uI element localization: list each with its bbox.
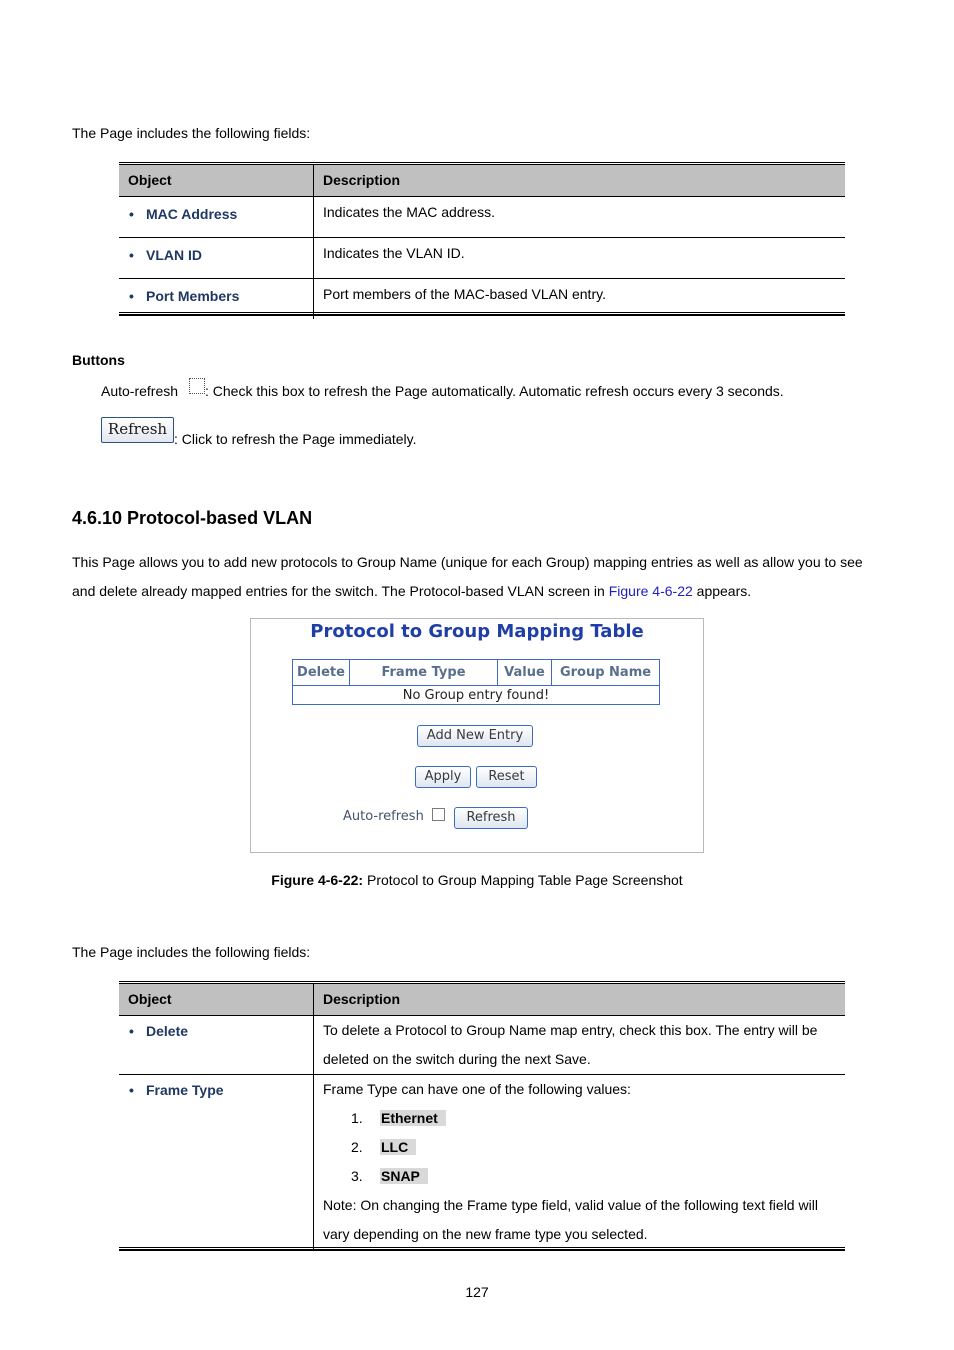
table-row — [119, 197, 845, 238]
column-header-delete: Delete — [293, 660, 350, 686]
object-description: Indicates the MAC address. — [314, 197, 846, 238]
description-line: Frame Type can have one of the following values: — [323, 1081, 631, 1097]
list-item — [323, 1133, 836, 1162]
table-row — [119, 1075, 845, 1252]
table-header-object: Object — [119, 164, 314, 197]
caption-text: Protocol to Group Mapping Table Page Screenshot — [363, 872, 683, 888]
column-header-frame-type: Frame Type — [350, 660, 498, 686]
autorefresh-label: Auto-refresh — [101, 383, 179, 399]
object-description — [314, 1075, 846, 1252]
figure-caption — [0, 872, 954, 888]
bullet-icon: • — [129, 1082, 134, 1098]
refresh-description: : Click to refresh the Page immediately. — [174, 431, 417, 447]
figure-screenshot — [250, 618, 704, 853]
frame-type-value: LLC — [380, 1139, 416, 1155]
list-number: 3. — [351, 1168, 363, 1184]
bullet-icon: • — [129, 1023, 134, 1039]
frame-type-value: Ethernet — [380, 1110, 446, 1126]
table-bottom-rule — [119, 312, 845, 316]
bullet-icon: • — [129, 247, 134, 263]
object-description: Indicates the VLAN ID. — [314, 238, 846, 279]
section-heading: 4.6.10 Protocol-based VLAN — [72, 508, 313, 528]
autorefresh-checkbox[interactable] — [189, 378, 205, 394]
paragraph-text: appears. — [692, 583, 752, 599]
table-header-description: Description — [314, 983, 846, 1016]
fields-table-2 — [119, 981, 845, 1251]
object-name: Frame Type — [146, 1082, 224, 1098]
bullet-icon: • — [129, 288, 134, 304]
description-line: vary depending on the new frame type you selected. — [323, 1226, 648, 1242]
page-number: 127 — [465, 1284, 489, 1300]
object-name: VLAN ID — [146, 247, 202, 263]
table-row — [119, 1016, 845, 1075]
figure-refresh-button[interactable]: Refresh — [454, 807, 528, 829]
object-name: Delete — [146, 1023, 189, 1039]
empty-table-message: No Group entry found! — [293, 686, 660, 705]
figure-link[interactable]: Figure 4-6-22 — [608, 583, 693, 599]
figure-autorefresh-checkbox[interactable] — [432, 808, 445, 821]
section-paragraph-line2 — [72, 582, 751, 600]
list-number: 2. — [351, 1139, 363, 1155]
object-name: Port Members — [146, 288, 240, 304]
list-item — [323, 1162, 836, 1191]
table-row — [119, 238, 845, 279]
mapping-table-title: Protocol to Group Mapping Table — [310, 621, 644, 642]
intro-text-1: The Page includes the following fields: — [72, 125, 311, 141]
list-item — [323, 1104, 836, 1133]
paragraph-text: and delete already mapped entries for the switch. The Protocol-based VLAN screen in — [72, 583, 609, 599]
object-name: MAC Address — [146, 206, 238, 222]
caption-label: Figure 4-6-22: — [271, 872, 364, 888]
table-header-object: Object — [119, 983, 314, 1016]
apply-button[interactable]: Apply — [415, 766, 471, 788]
column-header-group-name: Group Name — [552, 660, 660, 686]
description-line: Note: On changing the Frame type field, valid value of the following text field will — [323, 1197, 818, 1213]
reset-button[interactable]: Reset — [476, 766, 537, 788]
section-paragraph-line1: This Page allows you to add new protocols to Group Name (unique for each Group) mapping entries as well as allow you to see — [72, 554, 863, 570]
buttons-heading: Buttons — [72, 352, 125, 368]
column-header-value: Value — [498, 660, 552, 686]
table-header-description: Description — [314, 164, 846, 197]
bullet-icon: • — [129, 206, 134, 222]
frame-type-value: SNAP — [380, 1168, 428, 1184]
table-bottom-rule — [119, 1247, 845, 1251]
object-description: Port members of the MAC-based VLAN entry. — [314, 279, 846, 320]
add-new-entry-button[interactable]: Add New Entry — [417, 725, 533, 747]
autorefresh-description: : Check this box to refresh the Page automatically. Automatic refresh occurs every 3 seconds. — [205, 383, 784, 399]
description-line: To delete a Protocol to Group Name map entry, check this box. The entry will be — [323, 1022, 818, 1038]
description-line: deleted on the switch during the next Save. — [323, 1051, 591, 1067]
fields-table-1 — [119, 162, 845, 319]
intro-text-2: The Page includes the following fields: — [72, 944, 311, 960]
list-number: 1. — [351, 1110, 363, 1126]
refresh-button[interactable]: Refresh — [101, 417, 174, 443]
object-description — [314, 1016, 846, 1075]
figure-autorefresh-label: Auto-refresh — [343, 809, 424, 824]
group-mapping-table — [292, 659, 660, 705]
